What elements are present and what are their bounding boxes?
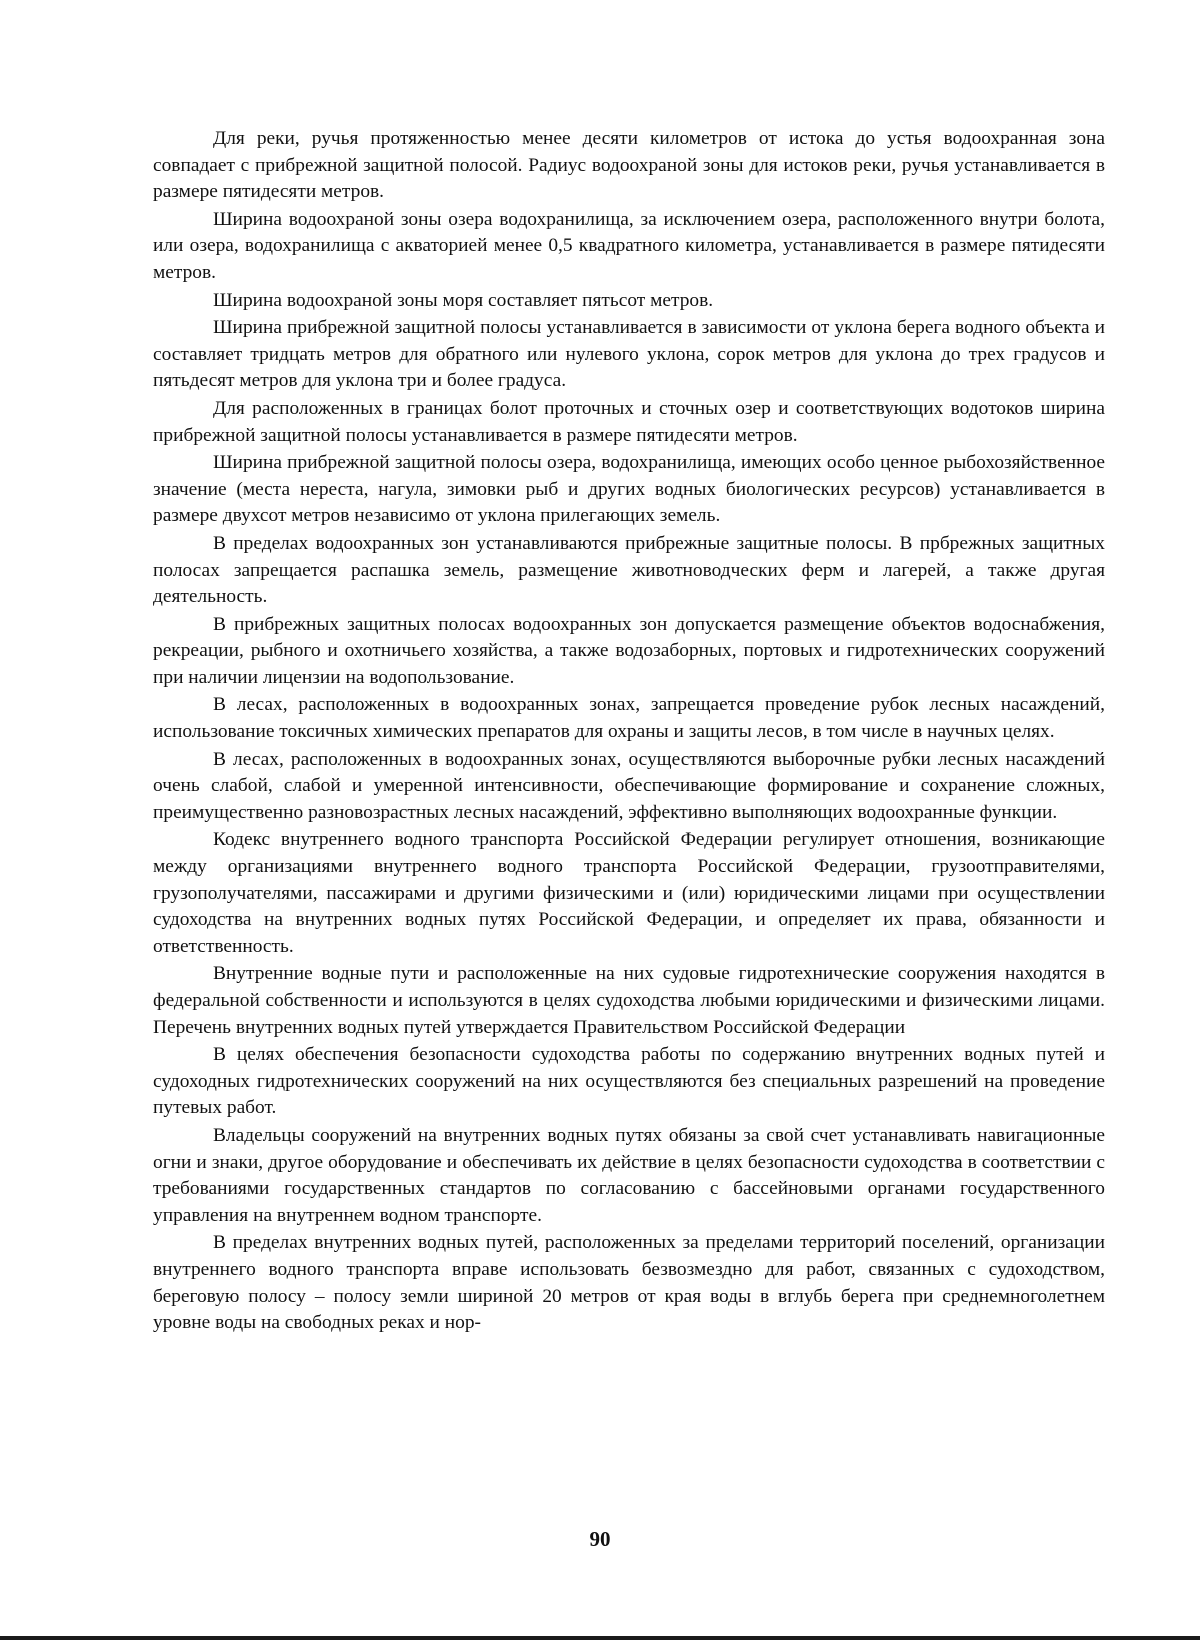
- paragraph: В пределах внутренних водных путей, расположенных за пределами территорий поселений, организации внутреннего водного транспорта вправе использовать безвозмездно для работ, связанных с судоходством, береговую полосу – полосу земли шириной 20 метров от края воды в вглубь берега при среднемноголетнем уровне воды на свободных реках и нор-: [153, 1232, 1105, 1334]
- paragraph: Кодекс внутреннего водного транспорта Российской Федерации регулирует отношения, возникающие между организациями внутреннего водного транспорта Российской Федерации, грузоотправителями, грузополучателями, пассажирами и другими физическими и (или) юридическими лицами при осуществлении судоходства на внутренних водных путях Российской Федерации, и определяет их права, обязанности и ответственность.: [153, 829, 1105, 957]
- paragraph: Ширина водоохраной зоны озера водохранилища, за исключением озера, расположенного внутри болота, или озера, водохранилища с акваторией менее 0,5 квадратного километра, устанавливается в размере пятидесяти метров.: [153, 208, 1105, 283]
- paragraph: Ширина прибрежной защитной полосы устанавливается в зависимости от уклона берега водного объекта и составляет тридцать метров для обратного или нулевого уклона, сорок метров для уклона до трех градусов и пятьдесят метров для уклона три и более градуса.: [153, 317, 1105, 392]
- paragraph: В пределах водоохранных зон устанавливаются прибрежные защитные полосы. В прбрежных защитных полосах запрещается распашка земель, размещение животноводческих ферм и лагерей, а также другая деятельность.: [153, 532, 1105, 608]
- bottom-rule: [0, 1636, 1200, 1640]
- paragraph: Внутренние водные пути и расположенные на них судовые гидротехнические сооружения находятся в федеральной собственности и используются в целях судоходства любыми юридическими и физическими лицами. Перечень внутренних водных путей утверждается Правительством Российской Федерации: [153, 963, 1105, 1038]
- paragraph: Ширина водоохраной зоны моря составляет пятьсот метров.: [213, 289, 714, 311]
- paragraph: В лесах, расположенных в водоохранных зонах, осуществляются выборочные рубки лесных насаждений очень слабой, слабой и умеренной интенсивности, обеспечивающие формирование и сохранение сложных, преимущественно разновозрастных лесных насаждений, эффективно выполняющих водоохранные функции.: [153, 748, 1105, 823]
- paragraph: Владельцы сооружений на внутренних водных путях обязаны за свой счет устанавливать навигационные огни и знаки, другое оборудование и обеспечивать их действие в целях безопасности судоходства в соответствии с требованиями государственных стандартов по согласованию с бассейновыми органами государственного управления на внутреннем водном транспорте.: [153, 1124, 1105, 1226]
- page-body: [153, 126, 1105, 1338]
- paragraph: Ширина прибрежной защитной полосы озера, водохранилища, имеющих особо ценное рыбохозяйственное значение (места нереста, нагула, зимовки рыб и других водных биологических ресурсов) устанавливается в размере двухсот метров независимо от уклона прилегающих земель.: [153, 452, 1105, 527]
- paragraph: В целях обеспечения безопасности судоходства работы по содержанию внутренних водных путей и судоходных гидротехнических сооружений на них осуществляются без специальных разрешений на проведение путевых работ.: [153, 1044, 1105, 1119]
- paragraph: В прибрежных защитных полосах водоохранных зон допускается размещение объектов водоснабжения, рекреации, рыбного и охотничьего хозяйства, а также водозаборных, портовых и гидротехнических сооружений при наличии лицензии на водопользование.: [153, 613, 1105, 688]
- page-number: 90: [589, 1527, 611, 1551]
- paragraph: В лесах, расположенных в водоохранных зонах, запрещается проведение рубок лесных насаждений, использование токсичных химических препаратов для охраны и защиты лесов, в том числе в научных целях.: [153, 694, 1105, 743]
- paragraph: Для реки, ручья протяженностью менее десяти километров от истока до устья водоохранная зона совпадает с прибрежной защитной полосой. Радиус водоохраной зоны для истоков реки, ручья устанавливается в размере пятидесяти метров.: [153, 128, 1105, 203]
- paragraph: Для расположенных в границах болот проточных и сточных озер и соответствующих водотоков ширина прибрежной защитной полосы устанавливается в размере пятидесяти метров.: [153, 397, 1105, 446]
